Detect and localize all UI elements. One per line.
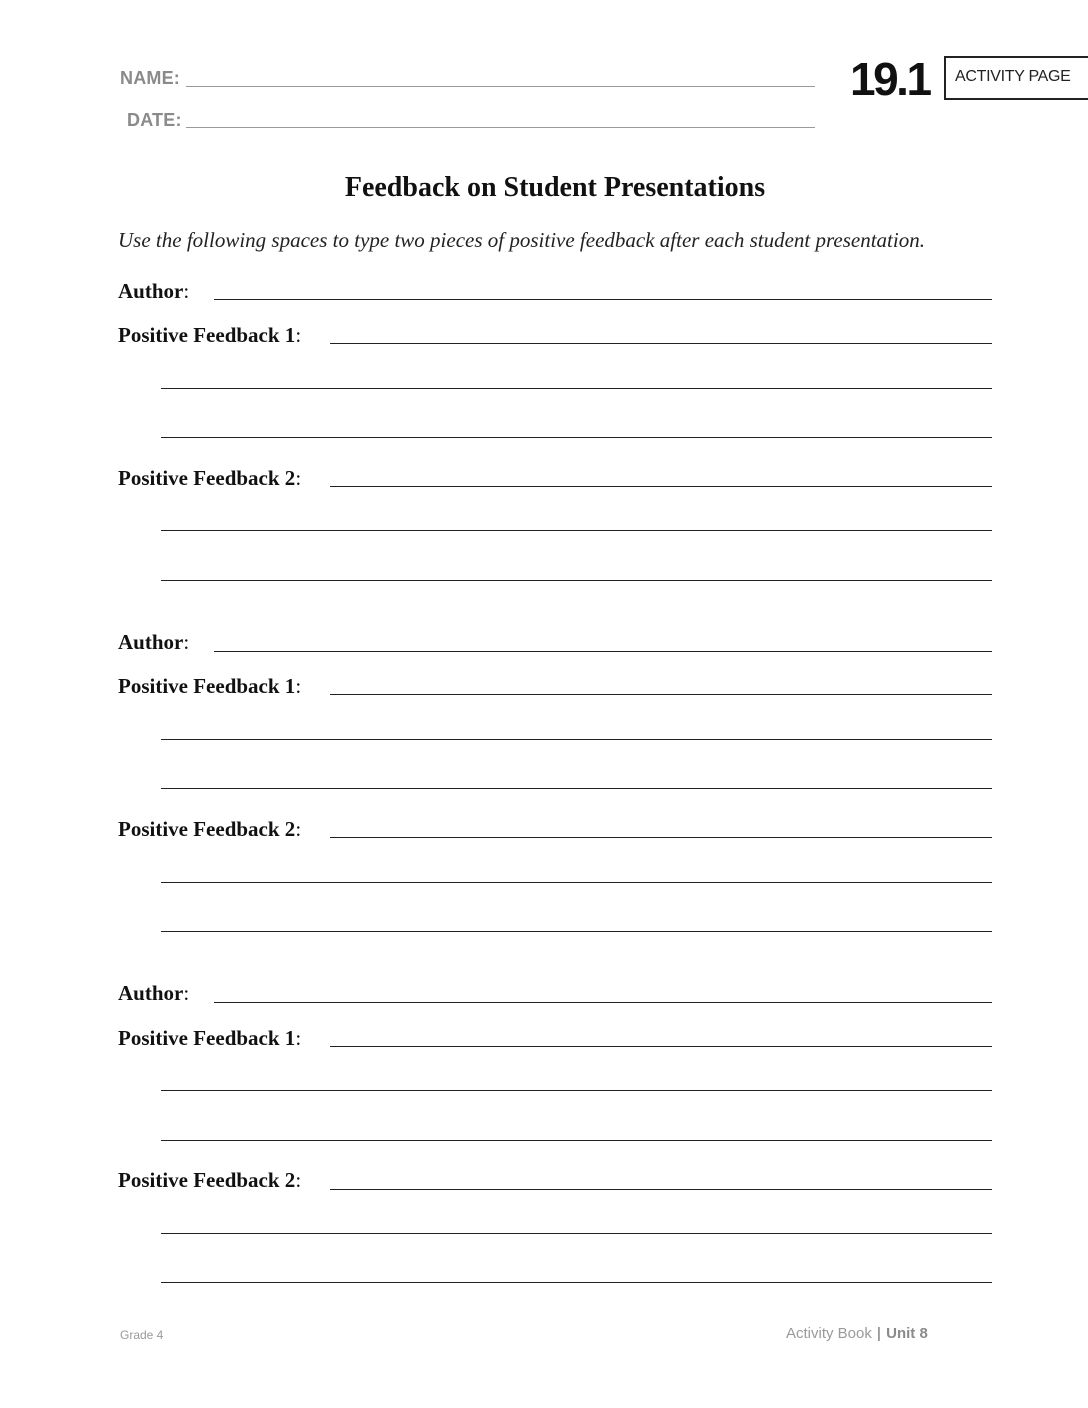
author-label-2: Author: xyxy=(118,630,190,654)
name-field[interactable] xyxy=(186,86,815,87)
feedback-1-label-3: Positive Feedback 1: xyxy=(118,1026,302,1050)
feedback-2-line-3b[interactable] xyxy=(161,1282,992,1283)
instructions-text: Use the following spaces to type two pieces of positive feedback after each student presentation. xyxy=(118,228,925,252)
feedback-2-field-1[interactable] xyxy=(330,486,992,487)
feedback-2-label-2: Positive Feedback 2: xyxy=(118,817,302,841)
feedback-1-line-1a[interactable] xyxy=(161,388,992,389)
author-field-2[interactable] xyxy=(214,651,992,652)
feedback-1-line-2a[interactable] xyxy=(161,739,992,740)
feedback-1-field-1[interactable] xyxy=(330,343,992,344)
feedback-2-label-3: Positive Feedback 2: xyxy=(118,1168,302,1192)
feedback-2-line-2a[interactable] xyxy=(161,882,992,883)
footer-unit: Unit 8 xyxy=(886,1325,928,1342)
feedback-1-label-1: Positive Feedback 1: xyxy=(118,323,302,347)
author-field-3[interactable] xyxy=(214,1002,992,1003)
footer-book-title: Activity Book xyxy=(786,1325,872,1342)
feedback-2-label-1: Positive Feedback 2: xyxy=(118,466,302,490)
feedback-2-field-3[interactable] xyxy=(330,1189,992,1190)
feedback-2-line-2b[interactable] xyxy=(161,931,992,932)
author-label-3: Author: xyxy=(118,981,190,1005)
feedback-2-line-1b[interactable] xyxy=(161,580,992,581)
author-field-1[interactable] xyxy=(214,299,992,300)
feedback-1-field-2[interactable] xyxy=(330,694,992,695)
date-field[interactable] xyxy=(186,127,815,128)
feedback-2-field-2[interactable] xyxy=(330,837,992,838)
footer-grade: Grade 4 xyxy=(120,1328,164,1342)
feedback-1-line-3b[interactable] xyxy=(161,1140,992,1141)
author-label-1: Author: xyxy=(118,279,190,303)
activity-page-label: ACTIVITY PAGE xyxy=(955,68,1071,85)
feedback-2-line-3a[interactable] xyxy=(161,1233,992,1234)
feedback-1-line-3a[interactable] xyxy=(161,1090,992,1091)
feedback-1-line-2b[interactable] xyxy=(161,788,992,789)
footer-book xyxy=(786,1325,928,1342)
feedback-1-label-2: Positive Feedback 1: xyxy=(118,674,302,698)
date-label: DATE: xyxy=(127,110,182,130)
activity-page-badge xyxy=(944,56,1088,100)
feedback-1-line-1b[interactable] xyxy=(161,437,992,438)
name-label: NAME: xyxy=(120,68,180,88)
footer-separator: | xyxy=(877,1325,881,1342)
feedback-2-line-1a[interactable] xyxy=(161,530,992,531)
page-number: 19.1 xyxy=(850,53,930,105)
page-title: Feedback on Student Presentations xyxy=(344,172,766,203)
feedback-1-field-3[interactable] xyxy=(330,1046,992,1047)
